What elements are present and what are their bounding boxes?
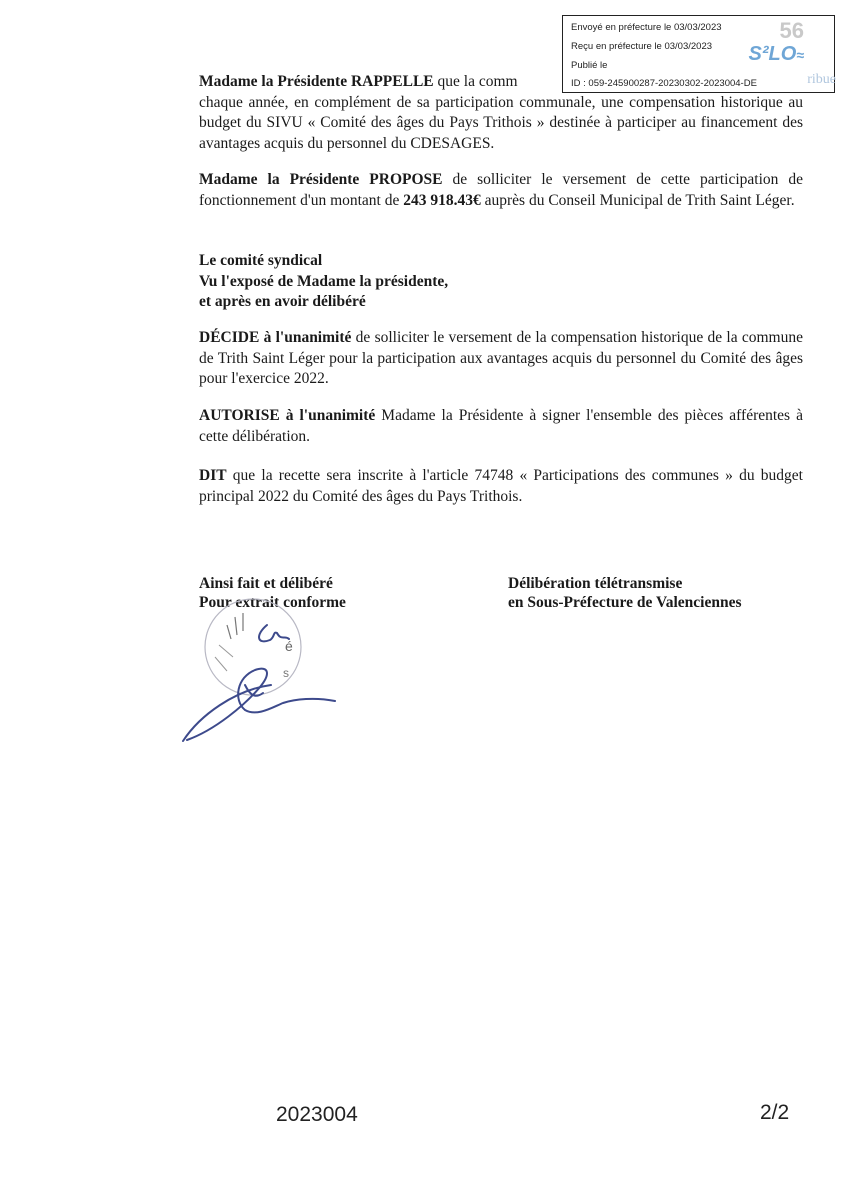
paragraph-dit — [199, 466, 803, 507]
stamp-sent-date: Envoyé en préfecture le 03/03/2023 — [571, 22, 722, 33]
lead-autorise: AUTORISE à l'unanimité — [199, 407, 376, 424]
p1-text-a: que la comm — [433, 73, 518, 90]
paragraph-rappelle — [199, 72, 803, 154]
s2low-logo: S²LO≈ — [748, 43, 804, 65]
preamble-line-2: Vu l'exposé de Madame la présidente, — [199, 272, 449, 290]
preamble — [199, 251, 448, 313]
page-number: 2/2 — [760, 1101, 790, 1124]
document-number: 2023004 — [276, 1103, 358, 1126]
preamble-line-1: Le comité syndical — [199, 252, 323, 269]
paragraph-autorise — [199, 406, 803, 447]
p4-text: Madame la Présidente à signer l'ensemble des pièces afférentes à cette délibération. — [199, 407, 803, 445]
lead-rappelle: Madame la Présidente RAPPELLE — [199, 73, 434, 90]
stamp-corner-number: 56 — [779, 18, 804, 43]
lead-dit: DIT — [199, 467, 227, 484]
stamp-id: ID : 059-245900287-20230302-2023004-DE — [571, 78, 757, 89]
seal-and-signature — [175, 595, 345, 750]
preamble-line-3: et après en avoir délibéré — [199, 293, 366, 310]
stamp-published: Publié le — [571, 60, 608, 71]
signature-right-block — [508, 574, 741, 612]
p5-text: que la recette sera inscrite à l'article 74748 « Participations des communes » du budget principal 2022 du Comité des âges du Pays Trithois. — [199, 467, 803, 505]
signature-left-line-1: Ainsi fait et délibéré — [199, 575, 333, 592]
seal-stamp — [205, 599, 301, 695]
amount: 243 918.43€ — [403, 191, 481, 209]
svg-text:s: s — [283, 666, 289, 680]
stamp-ghost-text: ribue — [807, 72, 836, 87]
p3-text: de solliciter le versement de la compensation historique de la commune de Trith Saint Léger pour la participation aux avantages acquis du personnel du Comité des âges pour l'exercice 2022. — [199, 329, 803, 387]
paragraph-propose — [199, 170, 803, 211]
signature-right-line-2: en Sous-Préfecture de Valenciennes — [508, 594, 742, 611]
lead-decide: DÉCIDE à l'unanimité — [199, 329, 352, 346]
svg-text:é: é — [285, 638, 293, 654]
signature-right-line-1: Délibération télétransmise — [508, 575, 683, 592]
p2-text-b: auprès du Conseil Municipal de Trith Saint Léger. — [480, 191, 795, 209]
signature-left-line-2: Pour extrait conforme — [199, 594, 346, 611]
stamp-received-date: Reçu en préfecture le 03/03/2023 — [571, 41, 713, 52]
p2-text-a: de solliciter le versement de cette participation de fonctionnement d'un montant de — [199, 171, 803, 209]
p1-text-b: chaque année, en complément de sa participation communale, une compensation historique au budget du SIVU « Comité des âges du Pays Trithois » destinée à participer au financement des avantages acquis du personnel du CDESAGES. — [199, 93, 803, 152]
paragraph-decide — [199, 328, 803, 390]
lead-propose: Madame la Présidente PROPOSE — [199, 171, 443, 188]
